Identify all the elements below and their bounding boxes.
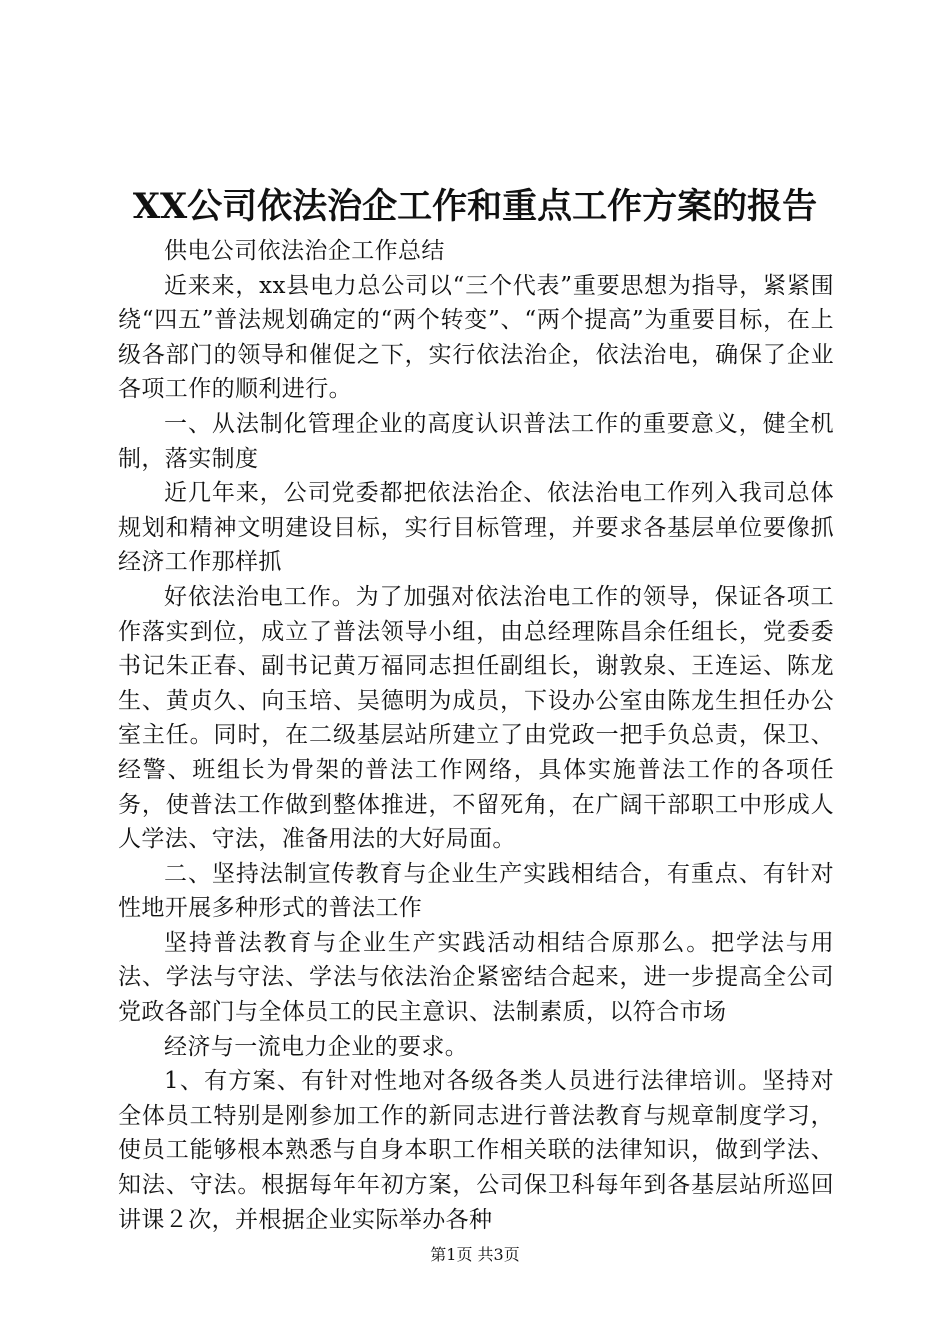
paragraph-subtitle: 供电公司依法治企工作总结 <box>164 238 445 264</box>
paragraph-principle: 坚持普法教育与企业生产实践活动相结合原那么。把学法与用法、学法与守法、学法与依法治企紧密结合起来，进一步提高全公司党政各部门与全体员工的民主意识、法制素质，以符合市场 <box>118 929 834 1026</box>
paragraph-training: 1、有方案、有针对性地对各级各类人员进行法律培训。坚持对全体员工特别是刚参加工作的新同志进行普法教育与规章制度学习，使员工能够根本熟悉与自身本职工作相关联的法律知识，做到学法、知法、守法。根据每年年初方案，公司保卫科每年到各基层站所巡回讲课２次，并根据企业实际举办各种 <box>118 1068 834 1233</box>
document-body <box>118 234 834 1237</box>
paragraph-intro: 近来来，xx县电力总公司以“三个代表”重要思想为指导，紧紧围绕“四五”普法规划确定的“两个转变”、“两个提高”为重要目标，在上级各部门的领导和催促之下，实行依法治企，依法治电，确保了企业各项工作的顺利进行。 <box>118 272 834 403</box>
paragraph-leadership: 好依法治电工作。为了加强对依法治电工作的领导，保证各项工作落实到位，成立了普法领导小组，由总经理陈昌余任组长，党委委书记朱正春、副书记黄万福同志担任副组长，谢敦泉、王连运、陈龙生、黄贞久、向玉培、吴德明为成员，下设办公室由陈龙生担任办公室主任。同时，在二级基层站所建立了由党政一把手负总责，保卫、经警、班组长为骨架的普法工作网络，具体实施普法工作的各项任务，使普法工作做到整体推进，不留死角，在广阔干部职工中形成人人学法、守法，准备用法的大好局面。 <box>118 583 834 853</box>
paragraph-market: 经济与一流电力企业的要求。 <box>164 1033 469 1060</box>
section-heading-2: 二、坚持法制宣传教育与企业生产实践相结合，有重点、有针对性地开展多种形式的普法工作 <box>118 860 834 922</box>
document-title: XX公司依法治企工作和重点工作方案的报告 <box>132 186 818 227</box>
section-heading-1: 一、从法制化管理企业的高度认识普法工作的重要意义，健全机制，落实制度 <box>118 410 834 472</box>
paragraph-planning: 近几年来，公司党委都把依法治企、依法治电工作列入我司总体规划和精神文明建设目标，实行目标管理，并要求各基层单位要像抓经济工作那样抓 <box>118 480 834 576</box>
page-number-footer: 第1页 共3页 <box>430 1245 520 1264</box>
